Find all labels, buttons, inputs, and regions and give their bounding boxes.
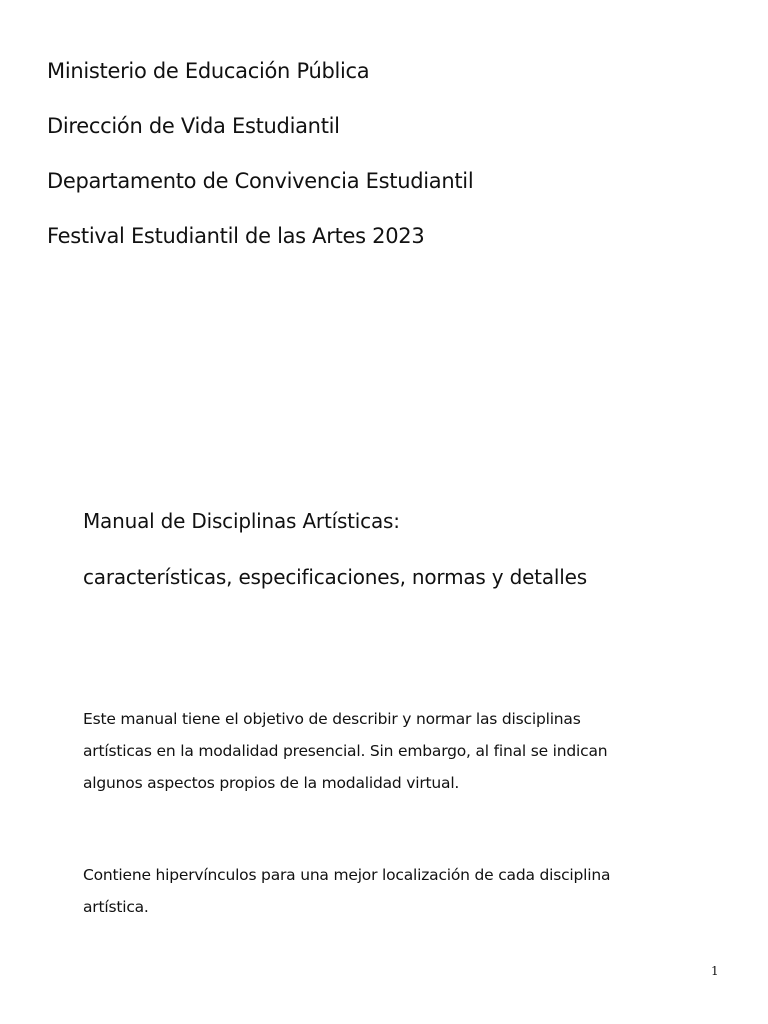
paragraph-line: artística. bbox=[83, 898, 149, 916]
directorate-name: Dirección de Vida Estudiantil bbox=[47, 114, 340, 138]
paragraph-line: Este manual tiene el objetivo de describir y normar las disciplinas bbox=[83, 710, 581, 728]
festival-name: Festival Estudiantil de las Artes 2023 bbox=[47, 224, 425, 248]
hyperlinks-note-paragraph bbox=[83, 859, 723, 923]
manual-title-line-1: Manual de Disciplinas Artísticas: bbox=[83, 509, 400, 533]
paragraph-line: algunos aspectos propios de la modalidad virtual. bbox=[83, 774, 460, 792]
page-number: 1 bbox=[711, 964, 719, 978]
manual-title-line-2: características, especificaciones, normas y detalles bbox=[83, 565, 587, 589]
paragraph-line: artísticas en la modalidad presencial. Sin embargo, al final se indican bbox=[83, 742, 608, 760]
paragraph-line: Contiene hipervínculos para una mejor localización de cada disciplina bbox=[83, 866, 611, 884]
department-name: Departamento de Convivencia Estudiantil bbox=[47, 169, 474, 193]
ministry-name: Ministerio de Educación Pública bbox=[47, 59, 370, 83]
purpose-paragraph bbox=[83, 703, 723, 799]
